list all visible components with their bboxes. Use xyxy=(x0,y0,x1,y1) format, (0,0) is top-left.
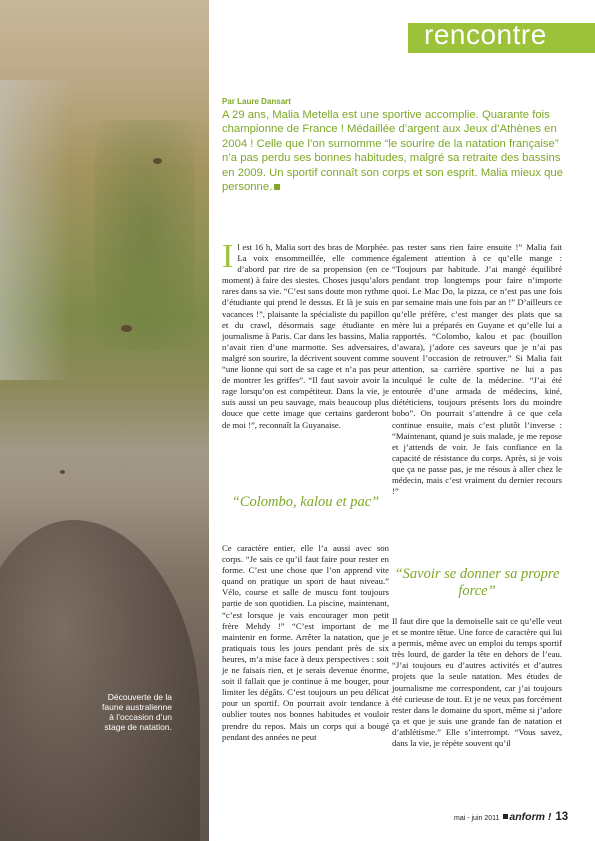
column-1-continued xyxy=(222,543,389,743)
column-2 xyxy=(392,242,562,497)
lead-paragraph xyxy=(222,108,574,194)
cover-photo xyxy=(0,0,209,841)
section-rubric xyxy=(408,19,595,53)
issue-date: mai - juin 2011 xyxy=(454,815,500,822)
column-2-continued xyxy=(392,616,562,749)
photo-pebble xyxy=(121,325,132,332)
photo-pebble xyxy=(153,158,162,164)
column-1b-text: Ce caractère entier, elle l’a aussi avec son corps. “Je sais ce qu’il faut faire pour rester en forme. C’est une chose que l’on apprend vite quand on pratique un sport de haut niveau.” Vélo, course et salle de muscu font toujours partie de son quotidien. La piscine, maintenant, “c’est lorsque je vais encourager mon petit frère Mehdy !” “C’est important de me maintenir en forme. Arrêter la natation, que je pratiquais tous les jours pendant près de six heures, m’a mise face à deux perspectives : soit je ne faisais rien, et je serais devenue énorme, soit il fallait que je continue à me bouger, pour limiter les dégâts. C’est toujours un peu délicat pour un sportif. On pourrait avoir tendance à oublier toutes nos bonnes habitudes et vouloir prendre du repos. Mais un corps qui a bougé pendant des années ne peut xyxy=(222,543,389,742)
column-2-text: pas rester sans rien faire ensuite !” Malia fait également attention à ce qu’elle mange : “Toujours par habitude. J’ai mangé équilibré pendant trop longtemps pour faire n’importe quoi. Le Mac Do, la pizza, ce n’est pas une fois par semaine mais une fois par an !” D’ailleurs ce qu’elle préfère, c’est manger des plats que sa mère lui a préparés en Guyane et qu’elle lui a rapportés. “Colombo, kalou et pac (bouillon d’awara), j’adore ces saveurs que je n’ai pas souvent l’occasion de retrouver.” Si Malia fait attention, sa carrière sportive ne lui a pas inculqué le culte de la médecine. “J’ai été entourée d’une armada de médecins, kiné, diététiciens, toujours présents lors du moindre bobo”. On pourrait s’attendre à ce que cela continue ensuite, mais c’est plutôt l’inverse : “Maintenant, quand je suis malade, je me repose et j’attends de voir. Je fais confiance en la capacité de résistance du corps. Après, si je vois que ça ne passe pas, je me résous à aller chez le médecin, mais c’est vraiment du dernier recours !” xyxy=(392,242,562,497)
pull-quote-2: “Savoir se donner sa propre force” xyxy=(394,566,560,599)
drop-cap: I xyxy=(222,238,234,275)
page-number: 13 xyxy=(555,811,569,823)
photo-grass-area xyxy=(95,120,195,350)
rubric-label: rencontre xyxy=(424,19,547,50)
lead-text: A 29 ans, Malia Metella est une sportive accomplie. Quarante fois championne de France ! Médaillée d’argent aux Jeux d’Athènes en 2004 ! Celle que l’on surnomme “le sourire de la natation française” n’a pas perdu ses bonnes habitudes, malgré sa retraite des bassins en 2009. Un sportif connaît son corps et son esprit. Malia mieux que personne. xyxy=(222,109,563,194)
column-1 xyxy=(222,238,389,431)
column-2b-text: Il faut dire que la demoiselle sait ce qu’elle veut et se montre têtue. Une force de caractère qui lui a permis, même avec un emploi du temps sportif très lourd, de garder la tête en dehors de l’eau. “J’ai toujours eu d’autres activités et d’autres projets que la seule natation. Mes études de journalisme me correspondent, car j’ai toujours été curieuse de tout. Et je ne veux pas forcément rester dans le domaine du sport, même si j’adore ça et que je suis une grande fan de natation et d’athlétisme.” Elle s’interrompt. “Vous savez, dans la vie, je répète souvent qu’il xyxy=(392,616,562,749)
square-bullet-icon xyxy=(503,814,508,819)
photo-caption: Découverte de la faune australienne à l’occasion d’un stage de natation. xyxy=(102,692,172,732)
photo-kangaroo xyxy=(0,520,200,841)
photo-light-area xyxy=(0,80,70,380)
photo-pebble xyxy=(60,470,65,474)
end-square-icon xyxy=(274,184,280,190)
byline: Par Laure Dansart xyxy=(222,97,291,106)
pull-quote-1: “Colombo, kalou et pac” xyxy=(231,494,380,510)
page-footer xyxy=(454,807,568,825)
column-1-text: l est 16 h, Malia sort des bras de Morphée. La voix ensommeillée, elle commence d’abord par rire de sa propension (en ce moment) à faire des siestes. Choses jusqu’alors rares dans sa vie. “C’est sans doute mon rythme d’étudiante qui prend le dessus. Et là je suis en vacances !”, plaisante la spécialiste du papillon et du crawl, désormais sage étudiante en journalisme à Paris. Car dans les bassins, Malia n’avait rien d’une marmotte. Ses adversaires, malgré son sourire, la décrivent souvent comme “une lionne qui sort de sa cage et n’a pas peur de montrer les griffes”. “Il faut savoir avoir la rage lorsqu’on est compétiteur. Dans la vie, je suis aussi un peu sauvage, mais beaucoup plus douce que cette image que certains garderont de moi !”, reconnaît la Guyanaise. xyxy=(222,242,389,430)
magazine-name: anform ! xyxy=(509,811,552,823)
